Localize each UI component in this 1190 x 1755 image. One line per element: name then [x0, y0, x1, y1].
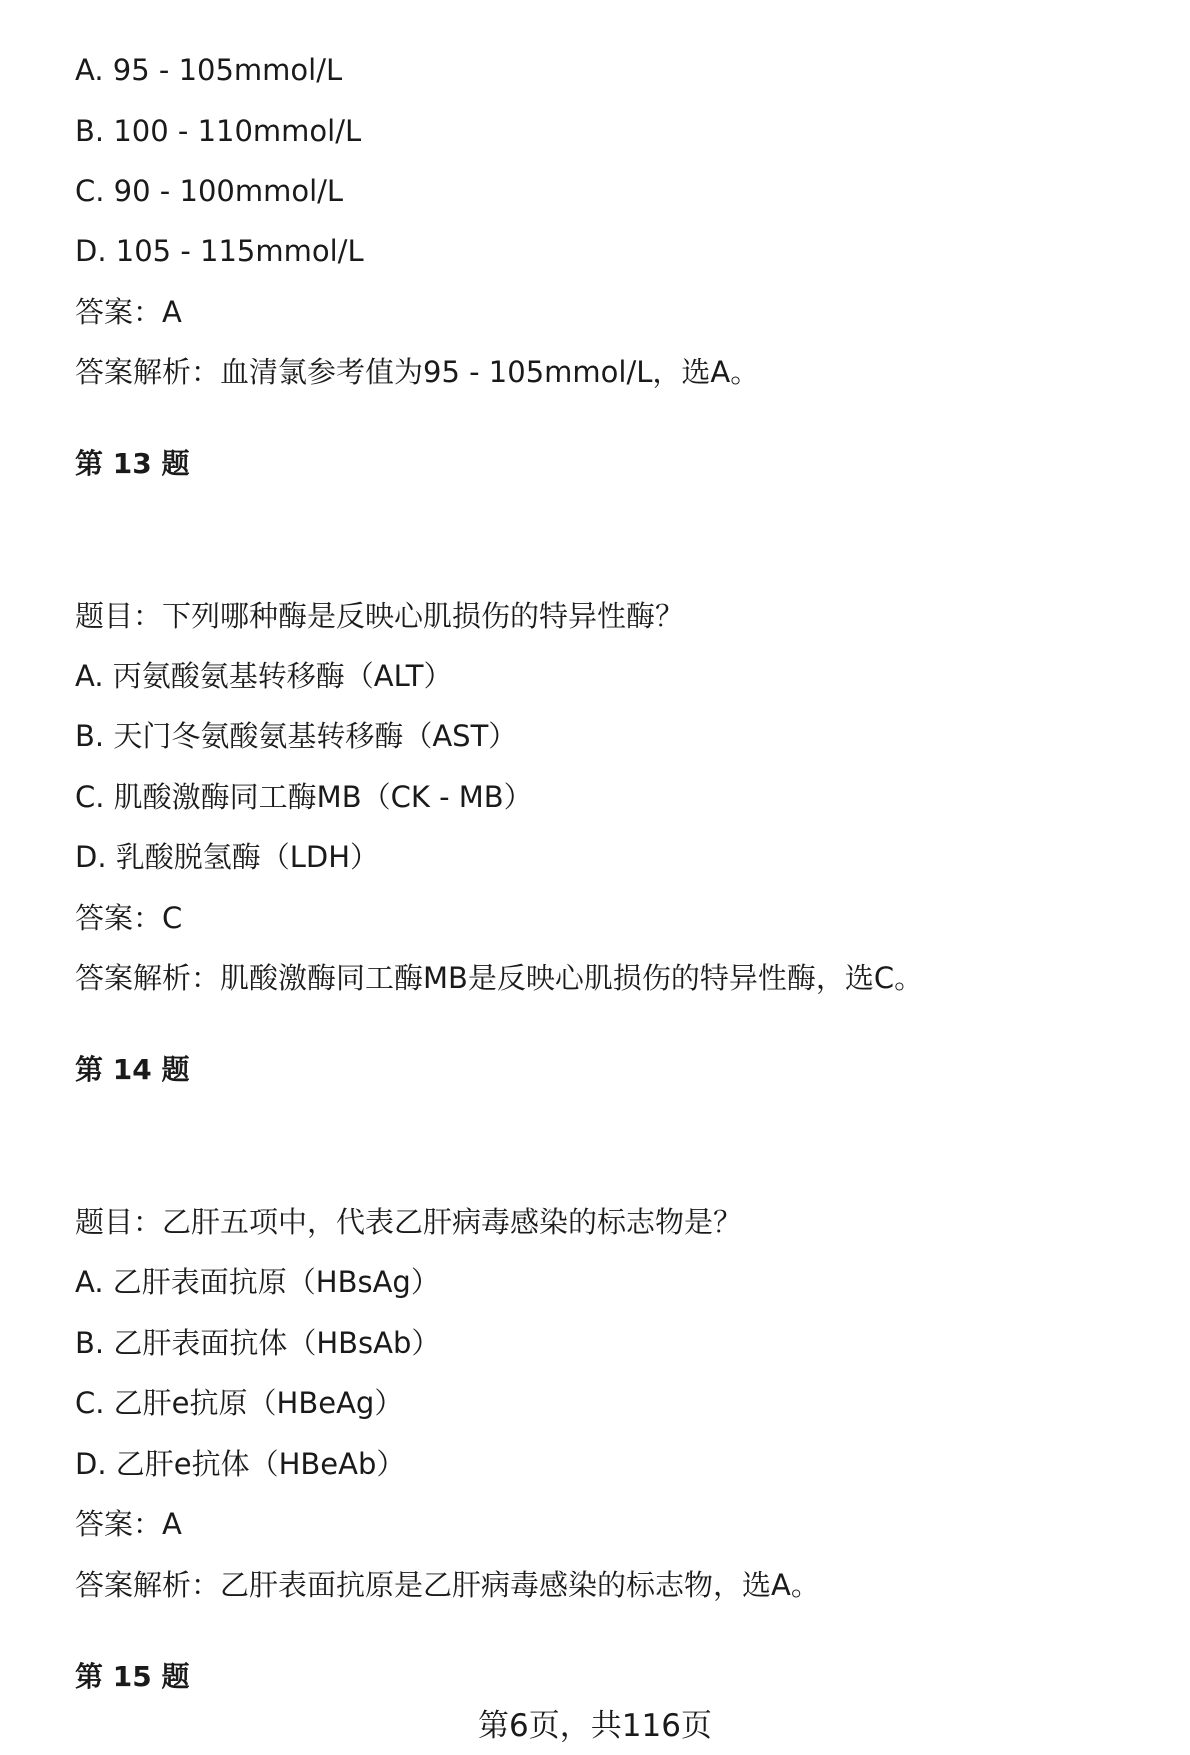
q12-option-d: D. 105 - 115mmol/L [75, 234, 364, 268]
q13-option-c: C. 肌酸激酶同工酶MB（CK - MB） [75, 780, 533, 814]
page-indicator: 第6页，共116页 [478, 1708, 712, 1744]
q14-option-c: C. 乙肝e抗原（HBeAg） [75, 1386, 404, 1420]
q14-question: 题目：乙肝五项中，代表乙肝病毒感染的标志物是？ [75, 1205, 743, 1239]
q14-explanation: 答案解析：乙肝表面抗原是乙肝病毒感染的标志物，选A。 [75, 1568, 820, 1602]
q12-option-b: B. 100 - 110mmol/L [75, 114, 362, 148]
q14-option-a: A. 乙肝表面抗原（HBsAg） [75, 1265, 440, 1299]
q13-answer: 答案：C [75, 901, 183, 935]
q13-heading: 第 13 题 [75, 447, 190, 480]
q13-question: 题目：下列哪种酶是反映心肌损伤的特异性酶？ [75, 599, 685, 633]
q12-option-c: C. 90 - 100mmol/L [75, 174, 344, 208]
q14-answer: 答案：A [75, 1507, 182, 1541]
q14-heading: 第 14 题 [75, 1053, 190, 1086]
q14-option-b: B. 乙肝表面抗体（HBsAb） [75, 1326, 441, 1360]
q15-heading: 第 15 题 [75, 1660, 190, 1693]
q12-option-a: A. 95 - 105mmol/L [75, 53, 343, 87]
q13-option-a: A. 丙氨酸氨基转移酶（ALT） [75, 659, 453, 693]
q12-explanation: 答案解析：血清氯参考值为95 - 105mmol/L，选A。 [75, 355, 760, 389]
q14-option-d: D. 乙肝e抗体（HBeAb） [75, 1447, 406, 1481]
q12-answer: 答案：A [75, 295, 182, 329]
q13-explanation: 答案解析：肌酸激酶同工酶MB是反映心肌损伤的特异性酶，选C。 [75, 961, 924, 995]
q13-option-b: B. 天门冬氨酸氨基转移酶（AST） [75, 719, 518, 753]
q13-option-d: D. 乳酸脱氢酶（LDH） [75, 840, 380, 874]
